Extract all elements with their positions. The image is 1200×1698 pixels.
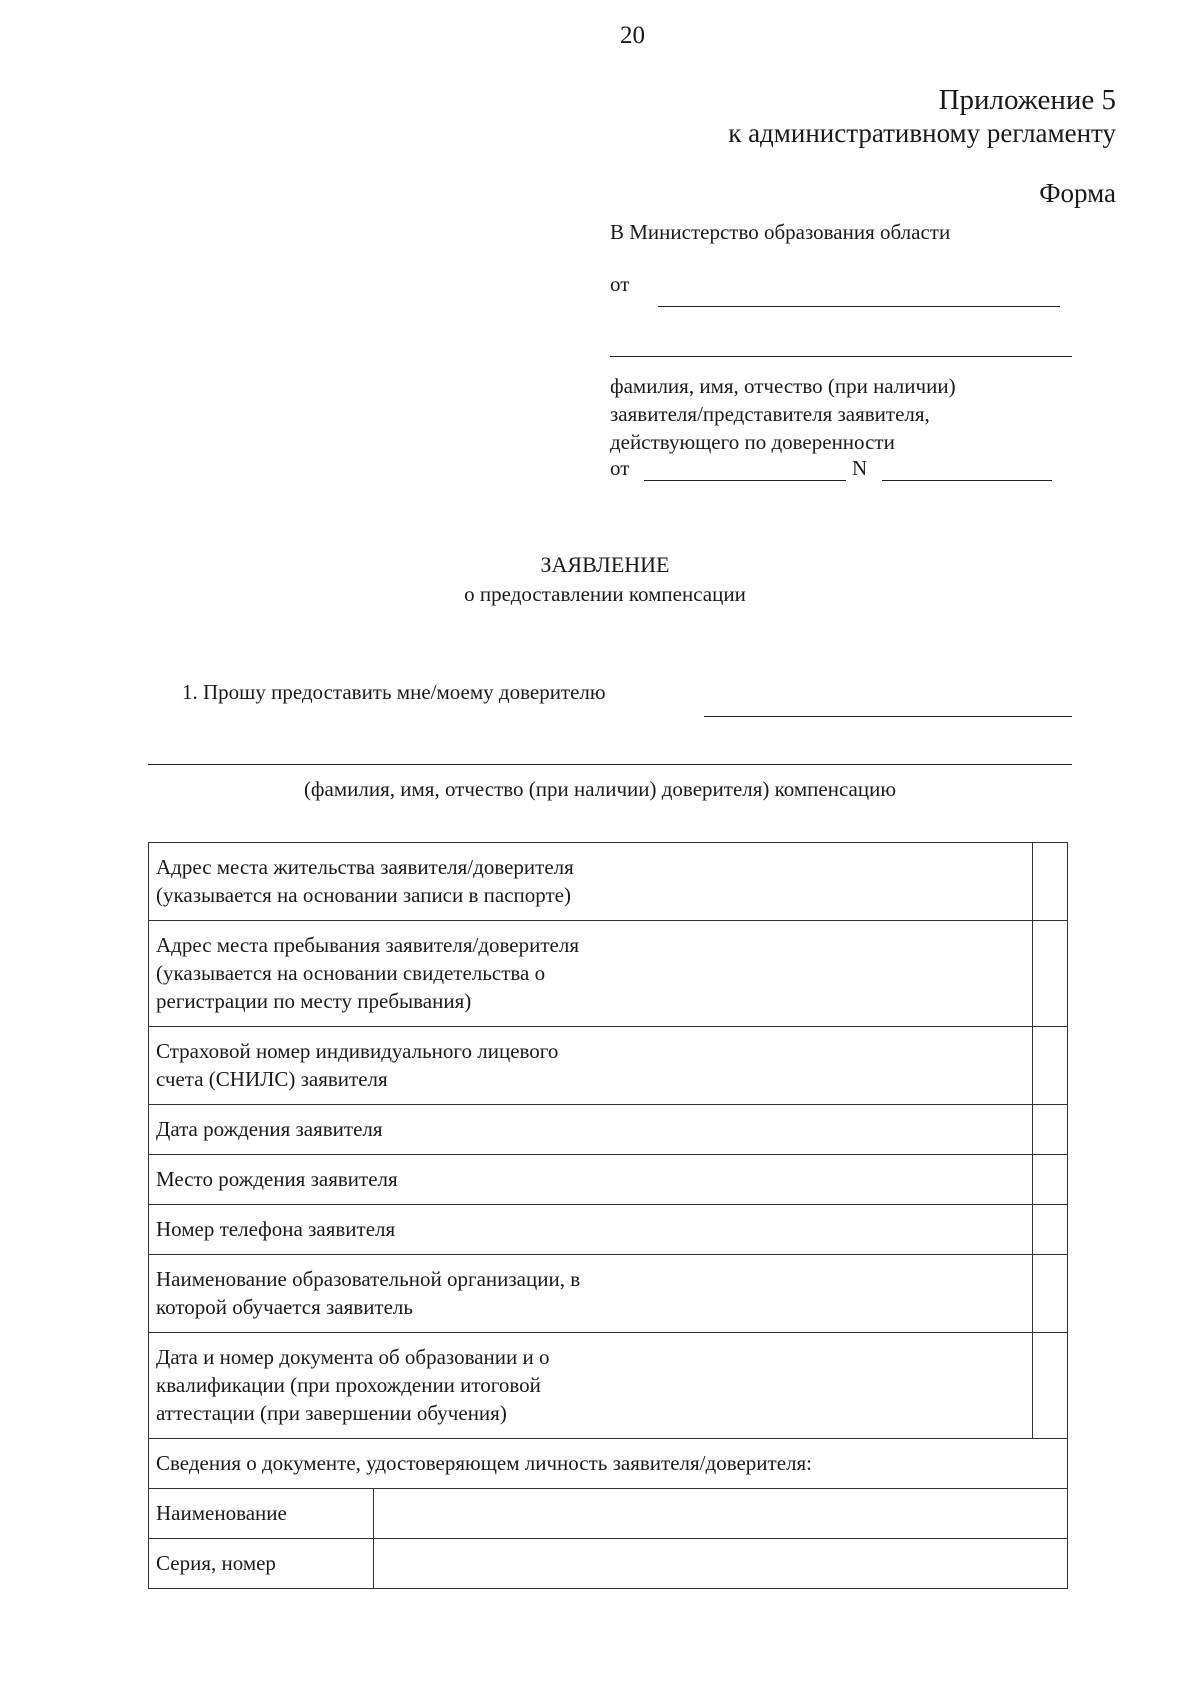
appendix-title: Приложение 5 [938, 84, 1116, 116]
row-label: Адрес места жительства заявителя/доверителя (указывается на основании записи в паспорте) [149, 843, 1033, 921]
table-row [149, 1333, 1068, 1439]
table-row [149, 1155, 1068, 1205]
applicant-name-line-1[interactable] [658, 306, 1060, 307]
row-value-field[interactable] [1033, 1205, 1068, 1255]
row-value-field[interactable] [1033, 1027, 1068, 1105]
power-of-attorney-number-label: N [852, 456, 868, 480]
power-of-attorney-number-line[interactable] [882, 480, 1052, 481]
applicant-name-line-2[interactable] [610, 356, 1072, 357]
page-number: 20 [620, 22, 645, 49]
row-value-field[interactable] [1033, 1333, 1068, 1439]
table-row [149, 1539, 1068, 1589]
trustee-name-line-2[interactable] [148, 764, 1072, 765]
row-label: Адрес места пребывания заявителя/доверителя (указывается на основании свидетельства о регистрации по месту пребывания) [149, 921, 1033, 1027]
id-row-label: Наименование [149, 1489, 374, 1539]
id-document-name-field[interactable] [374, 1489, 1068, 1539]
row-value-field[interactable] [1033, 921, 1068, 1027]
addressee: В Министерство образования области [610, 220, 951, 244]
document-subtitle: о предоставлении компенсации [464, 582, 746, 606]
trustee-name-line-1[interactable] [704, 716, 1072, 717]
form-label: Форма [1039, 178, 1116, 208]
row-label: Номер телефона заявителя [149, 1205, 1033, 1255]
row-label: Дата и номер документа об образовании и о квалификации (при прохождении итоговой аттестации (при завершении обучения) [149, 1333, 1033, 1439]
row-value-field[interactable] [1033, 1105, 1068, 1155]
table-row [149, 1027, 1068, 1105]
table-row [149, 921, 1068, 1027]
row-value-field[interactable] [1033, 1255, 1068, 1333]
row-label: Дата рождения заявителя [149, 1105, 1033, 1155]
power-of-attorney-date-line[interactable] [644, 480, 846, 481]
application-table [148, 842, 1068, 1589]
row-label: Наименование образовательной организации, в которой обучается заявитель [149, 1255, 1033, 1333]
applicant-hint [610, 372, 956, 456]
id-document-header: Сведения о документе, удостоверяющем личность заявителя/доверителя: [149, 1439, 1068, 1489]
table-row [149, 1205, 1068, 1255]
table-row [149, 1255, 1068, 1333]
trustee-name-caption: (фамилия, имя, отчество (при наличии) доверителя) компенсацию [303, 777, 897, 801]
hint-line: фамилия, имя, отчество (при наличии) [610, 374, 956, 398]
id-document-series-number-field[interactable] [374, 1539, 1068, 1589]
row-value-field[interactable] [1033, 1155, 1068, 1205]
request-text: 1. Прошу предоставить мне/моему доверителю [182, 680, 606, 704]
appendix-subtitle: к административному регламенту [728, 118, 1116, 148]
hint-line: действующего по доверенности [610, 430, 895, 454]
table-row [149, 843, 1068, 921]
id-row-label: Серия, номер [149, 1539, 374, 1589]
table-row [149, 1439, 1068, 1489]
row-label: Место рождения заявителя [149, 1155, 1033, 1205]
power-of-attorney-date-label: от [610, 456, 630, 480]
table-row [149, 1489, 1068, 1539]
table-row [149, 1105, 1068, 1155]
from-label: от [610, 272, 630, 296]
row-value-field[interactable] [1033, 843, 1068, 921]
row-label: Страховой номер индивидуального лицевого счета (СНИЛС) заявителя [149, 1027, 1033, 1105]
hint-line: заявителя/представителя заявителя, [610, 402, 930, 426]
document-title: ЗАЯВЛЕНИЕ [540, 552, 670, 577]
